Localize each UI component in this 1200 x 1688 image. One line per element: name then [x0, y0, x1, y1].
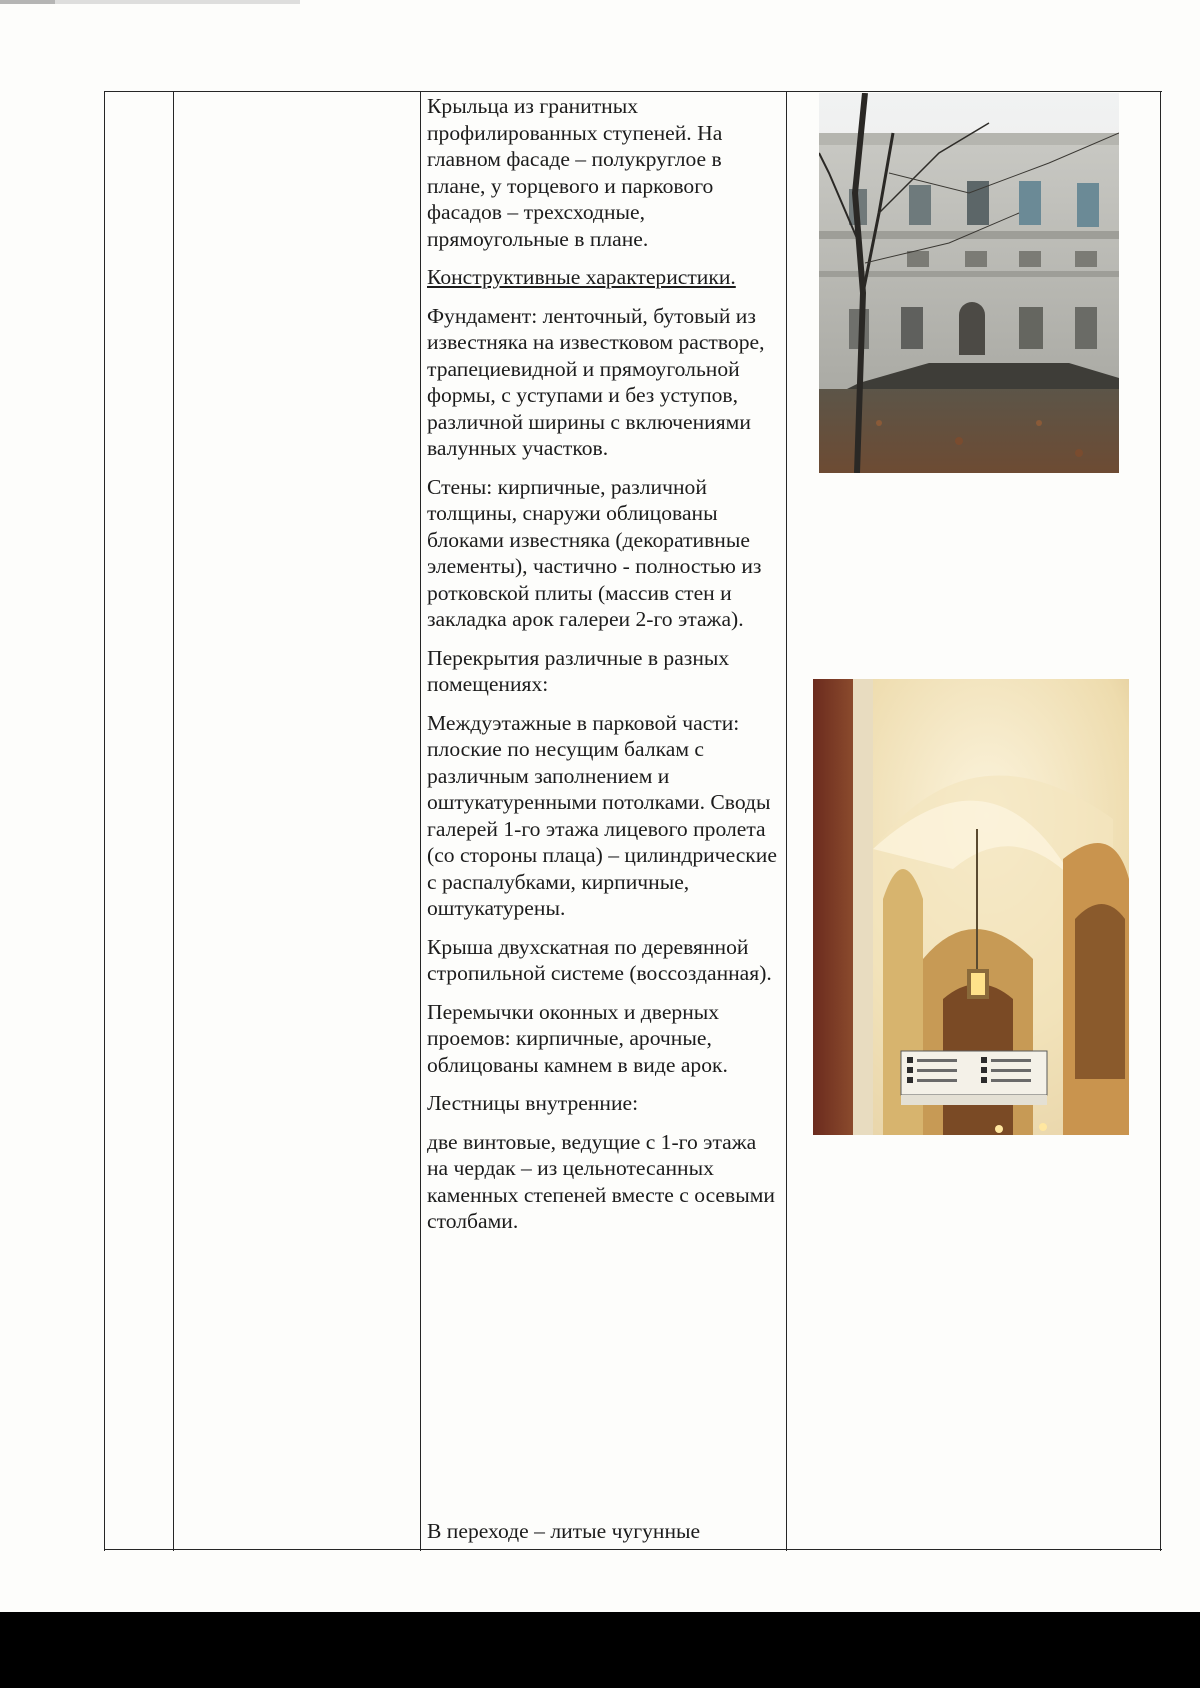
floors-paragraph: Перекрытия различные в разных помещениях:	[427, 645, 730, 696]
interior-gallery-vault-photo	[813, 679, 1129, 1135]
exterior-facade-photo	[819, 93, 1119, 473]
column-divider-3	[786, 91, 787, 1551]
transition-paragraph: В переходе – литые чугунные	[427, 1519, 701, 1543]
table-bottom-border	[104, 1549, 1162, 1550]
roof-paragraph: Крыша двухскатная по деревянной стропильной системе (воссозданная).	[427, 934, 772, 985]
scan-edge-mark	[0, 0, 300, 4]
structural-heading: Конструктивные характеристики.	[427, 265, 736, 289]
interfloor-paragraph: Междуэтажные в парковой части: плоские по несущим балкам с различным заполнением и оштукатуренными потолками. Своды галерей 1-го этажа лицевого пролета (со стороны плаца) – цилиндрические с распалубками, кирпичные, оштукатурены.	[427, 710, 777, 920]
description-column	[427, 93, 777, 1543]
walls-paragraph: Стены: кирпичные, различной толщины, снаружи облицованы блоками известняка (декоративные элементы), частично - полностью из ротковской плиты (массив стен и закладка арок галереи 2-го этажа).	[427, 474, 762, 631]
stairs-heading: Лестницы внутренние:	[427, 1091, 639, 1115]
spiral-stairs-paragraph: две винтовые, ведущие с 1-го этажа на чердак – из цельнотесанных каменных степеней вместе с осевыми столбами.	[427, 1129, 775, 1233]
table-left-border	[104, 91, 105, 1551]
table-top-border	[104, 91, 1162, 92]
column-divider-2	[420, 91, 421, 1551]
foundation-paragraph: Фундамент: ленточный, бутовый из известняка на известковом растворе, трапециевидной и прямоугольной формы, с уступами и без уступов, различной ширины с включениями валунных участков.	[427, 303, 765, 460]
column-divider-1	[173, 91, 174, 1551]
table-right-border	[1160, 91, 1161, 1551]
scan-bottom-bar	[0, 1612, 1200, 1688]
document-table	[104, 91, 1162, 1551]
lintels-paragraph: Перемычки оконных и дверных проемов: кирпичные, арочные, облицованы камнем в виде арок.	[427, 999, 728, 1077]
porch-paragraph: Крыльца из гранитных профилированных ступеней. На главном фасаде – полукруглое в плане, у торцевого и паркового фасадов – трехсходные, прямоугольные в плане.	[427, 94, 723, 251]
